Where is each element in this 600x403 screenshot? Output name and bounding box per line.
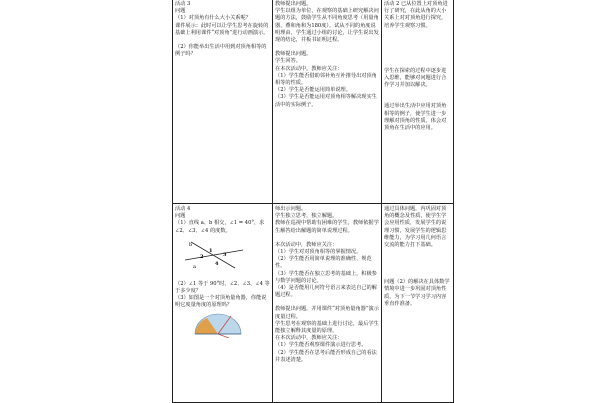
activity-text: （3）学生是否能运用对顶角相等解决现实生活中的实际例子。: [275, 94, 377, 108]
label-a: a: [193, 263, 196, 270]
courseware-note: 课件展示：此时可以让学生思考在旋转的基础上利用课件“对顶角”进行动画演示。: [175, 22, 269, 36]
question-text: （2）你能举出生活中用到对顶角相等的例子吗？: [175, 44, 267, 58]
activity-text: 学生独立思考，独立解题。: [275, 213, 338, 220]
activity-text: 教师提出问题。: [275, 51, 312, 58]
activity-text: （1）学生能否观察课件演示进行思考。: [275, 342, 367, 349]
intent-text: 学生在探索的过程中逐步进入思维，能够对问题进行合作学习并加以解决。: [384, 67, 447, 89]
activity-text: 在本次活动中，教师应关注：: [275, 335, 343, 342]
activity-4-cell: [173, 204, 273, 403]
line-a: [185, 247, 243, 260]
question-label: 问题: [175, 8, 186, 15]
intent-text: 问题（2）的解决在具体数学情境中进一步巩固对顶角性质，为下一节学习学习内容垂直作准备。: [384, 279, 450, 307]
activity-3-cell: [173, 0, 273, 204]
question-text: （1）对顶角有什么大小关系呢？: [175, 15, 251, 22]
table-row: [173, 204, 454, 403]
activity-text: 师出示问题。: [275, 206, 307, 212]
question-label: 问题: [175, 213, 186, 220]
design-intent-cell: [382, 204, 454, 403]
design-intent-cell: [382, 0, 454, 204]
angle-label: 3: [223, 251, 227, 258]
label-b: b: [189, 241, 193, 248]
angle-label: 4: [215, 260, 219, 267]
angle-label: 2: [200, 253, 204, 260]
question-text: （1）直线 a、b 相交，∠1 = 40°，求∠2、∠3、∠4 的度数。: [175, 220, 265, 234]
activity-text: 学生以组为单位，在观察的基础上研究解决问题的方法，鼓励学生从不同角度思考（用量角器、叠和角和为180度）。试从不同的角度说明理由，学生通过小组的讨论，让学生说出发现的结论，并板书证明过程。: [275, 8, 379, 44]
intent-text: 通过举出生活中应用对顶角相等的例子，使学生进一步理解对顶角的性质，体会对顶角在生活中的应用。: [384, 103, 447, 132]
activity-text: 教师在巡视中帮助有困难的学生，教师依据学生解答给出解题的简单说理过程。: [275, 220, 379, 234]
teacher-student-activity-cell: [273, 204, 382, 403]
question-text: （3）如图是一个对顶角量角器，你能说明它度量角度的原理吗？: [175, 295, 267, 309]
activity-text: 学生思考在观察的基础上进行讨论，最后学生能独立解释其度量的原理。: [275, 320, 379, 335]
activity-text: （2）学生能否用简单说理的准确性、规范性。: [275, 256, 372, 270]
activity-title: 活动 3: [175, 1, 191, 7]
lesson-plan-table: [172, 0, 454, 403]
angle-label: 1: [209, 247, 213, 254]
activity-title: 活动 4: [175, 206, 191, 212]
question-text: （2）∠1 等于 90°时，∠2、∠3、∠4 等于多少度？: [175, 280, 270, 295]
activity-text: 本次活动中，教师应关注：: [275, 241, 338, 248]
intent-text: 通过具体问题，内巩固对顶角的概念及性质，使学生学会应用性质，发展学生的说理习惯，发展学生的逻辑思维能力，为学习用几何语言交流的能力打下基础。: [384, 206, 447, 249]
intent-text: 活动 2 已从位置上对顶角进行了研究，在此从角的大小关系上对对顶角进行探究，培养学生观察习惯。: [384, 1, 448, 29]
activity-text: （4）是否能用几何符号语言来表达自己的解题过程。: [275, 285, 377, 299]
activity-text: （1）学生对对顶角相等的掌握情况。: [275, 249, 362, 256]
teacher-student-activity-cell: [273, 0, 382, 204]
activity-text: 学生回答。: [275, 58, 301, 65]
activity-text: （2）学生是否能运用简单说理。: [275, 87, 351, 94]
activity-text: （1）学生能否借助邻补角互补推导出对顶角相等的性质。: [275, 72, 377, 87]
activity-text: （3）学生能否在独立思考的基础上，积极参与数学问题的讨论。: [275, 270, 377, 284]
intersecting-lines-diagram: [183, 238, 245, 272]
activity-text: 在本次活动中，教师应关注：: [275, 65, 343, 72]
activity-text: 教师提出问题，并用课件“对顶角量角器”演示度量过程。: [275, 306, 379, 320]
activity-text: （2）学生能否在思考后能否形成自己的看法并表述清楚。: [275, 349, 377, 363]
activity-text: 教师提出问题。: [275, 1, 312, 7]
table-row: [173, 0, 454, 204]
line-b: [191, 242, 235, 268]
protractor-image: [193, 312, 243, 338]
